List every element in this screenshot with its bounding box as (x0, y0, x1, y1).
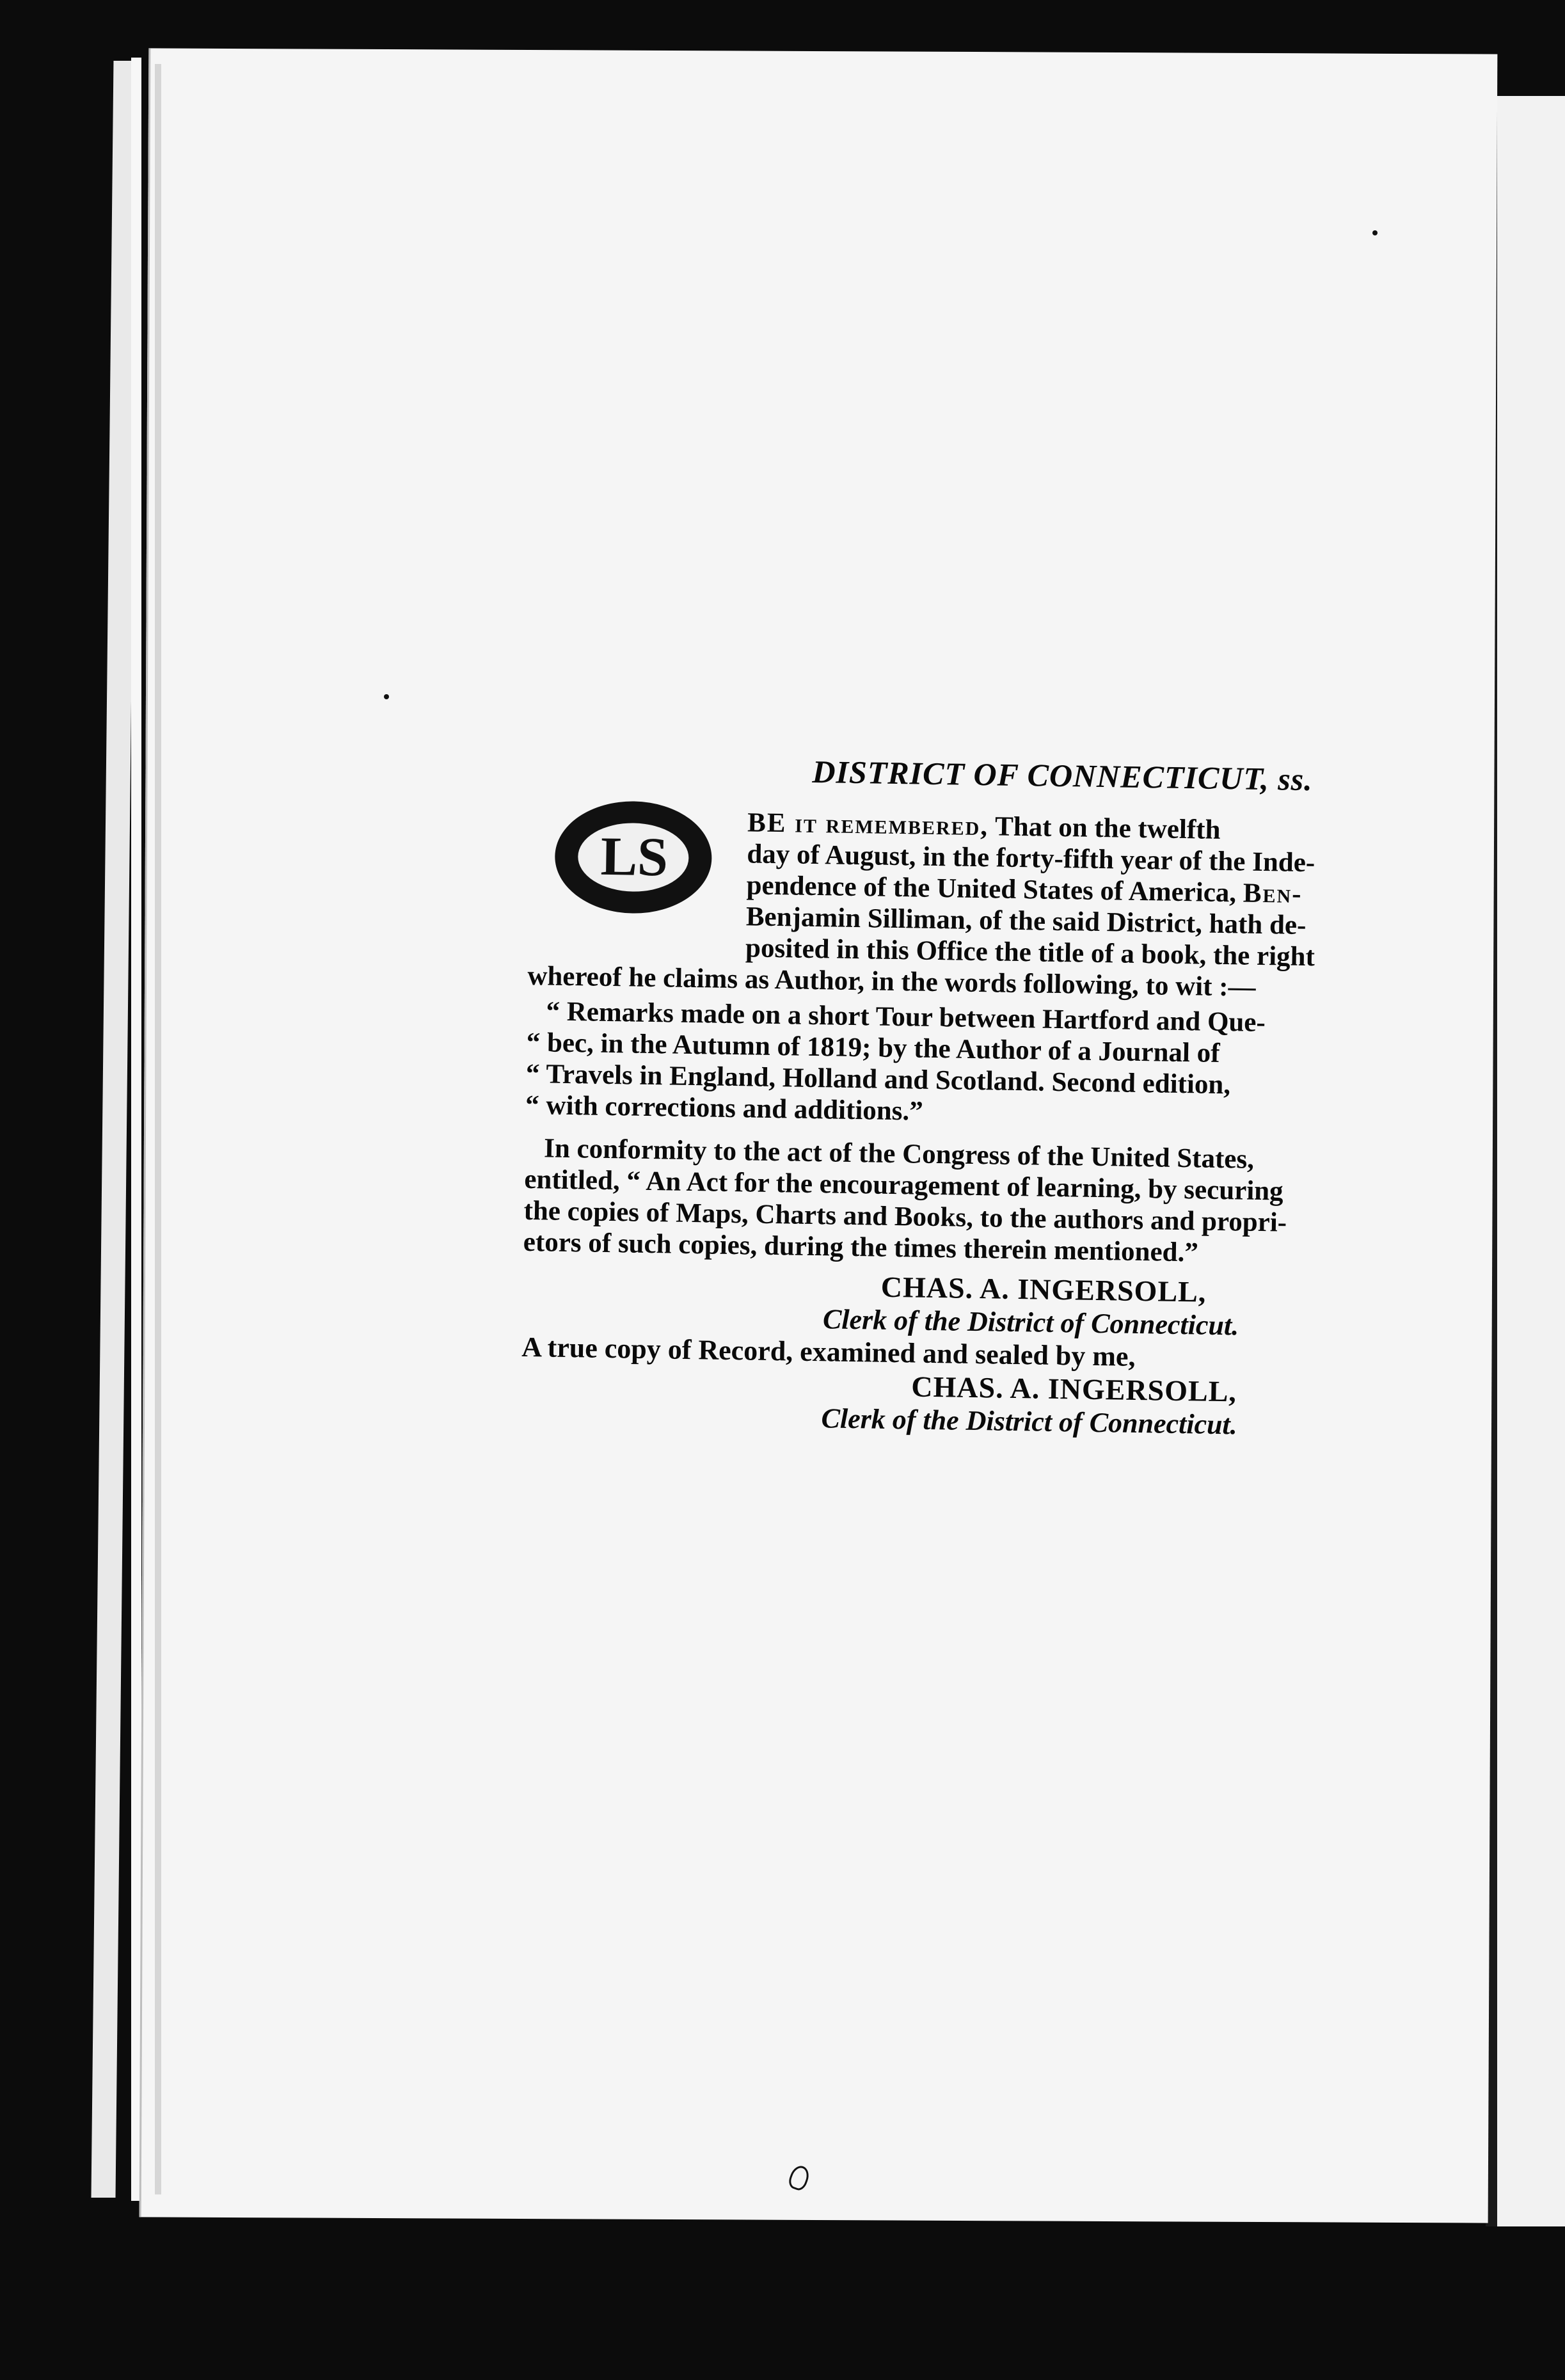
clerk-signature-attest: CHAS. A. INGERSOLL, (911, 1370, 1237, 1408)
clerk-title-attest: Clerk of the District of Connecticut. (821, 1402, 1238, 1441)
text-line: “ Remarks made on a short Tour between Hartford and Que- (546, 996, 1266, 1038)
book-title-quote (525, 996, 1410, 1135)
text-line: posited in this Office the title of a book, the right (745, 933, 1315, 972)
text-line: “ bec, in the Autumn of 1819; by the Author of a Journal of (526, 1027, 1220, 1068)
text-line: etors of such copies, during the times therein mentioned.” (523, 1226, 1199, 1268)
page-edge-strip (155, 64, 161, 2194)
clerk-title: Clerk of the District of Connecticut. (822, 1303, 1239, 1342)
text-line: whereof he claims as Author, in the words following, to wit :— (527, 960, 1256, 1003)
text-line: “ Travels in England, Holland and Scotland. Second edition, (525, 1058, 1231, 1100)
attestation-line: A true copy of Record, examined and sealed by me, (521, 1331, 1136, 1372)
ink-speck (1372, 230, 1378, 235)
facing-page-edge (1497, 96, 1565, 2226)
text-line: entitled, “ An Act for the encouragement of learning, by securing (524, 1164, 1284, 1207)
text-line: In conformity to the act of the Congress of the United States, (543, 1133, 1255, 1175)
lead-words: BE it remembered, (747, 807, 989, 842)
ls-seal (554, 800, 716, 918)
paragraph-conformity (523, 1132, 1408, 1272)
ink-speck (384, 694, 389, 699)
text-line: the copies of Maps, Charts and Books, to the authors and propri- (523, 1195, 1287, 1238)
seal-letters: LS (600, 825, 669, 888)
copyright-notice (520, 749, 1414, 1444)
clerk-signature: CHAS. A. INGERSOLL, (880, 1270, 1207, 1308)
district-heading: DISTRICT OF CONNECTICUT, ss. (812, 753, 1314, 798)
text-line: pendence of the United States of America, Ben- (746, 870, 1303, 909)
text-line: “ with corrections and additions.” (525, 1090, 924, 1127)
page-edge-strip (131, 58, 141, 2201)
text-line: day of August, in the forty-fifth year of the Inde- (747, 839, 1315, 878)
text-line: BE it remembered, That on the twelfth (747, 807, 1221, 845)
text-line: Benjamin Silliman, of the said District, hath de- (745, 901, 1307, 941)
